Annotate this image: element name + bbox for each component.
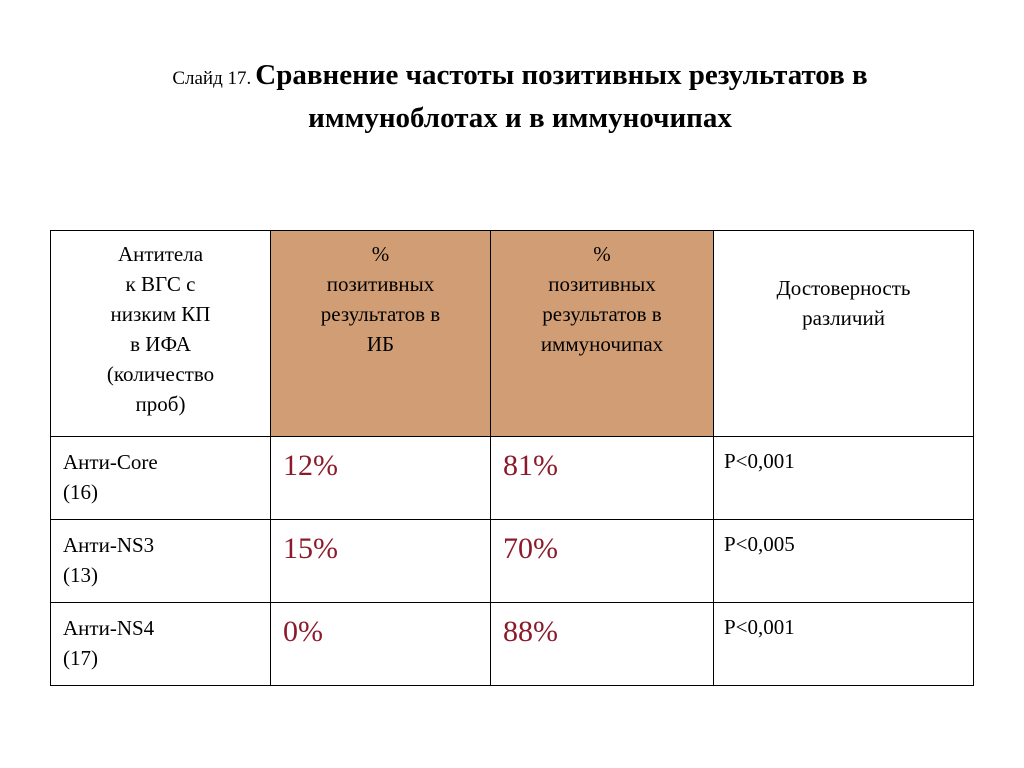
row-antibody-label (51, 437, 271, 520)
header-antibodies-line: низким КП (110, 302, 211, 326)
header-antibodies-line: Антитела (117, 242, 204, 266)
header-ib-percent (271, 231, 491, 437)
row-antibody-label (51, 603, 271, 686)
row-antibody-label (51, 520, 271, 603)
sample-count: (13) (63, 563, 98, 587)
header-antibodies-line: проб) (135, 392, 186, 416)
header-antibodies-line: в ИФА (130, 332, 191, 356)
header-significance (714, 231, 974, 437)
table-row (51, 520, 974, 603)
antibody-name: Анти-NS3 (63, 533, 155, 557)
header-antibodies-line: к ВГС с (125, 272, 196, 296)
header-antibodies (51, 231, 271, 437)
slide-heading-line2: иммуноблотах и в иммуночипах (308, 102, 732, 134)
header-antibodies-line: (количество (106, 362, 215, 386)
header-chip-percent (491, 231, 714, 437)
sample-count: (16) (63, 480, 98, 504)
sample-count: (17) (63, 646, 98, 670)
antibody-name: Анти-Core (63, 450, 158, 474)
chip-percent-cell: 70% (491, 520, 714, 603)
header-chip-line: иммуночипах (540, 332, 664, 356)
chip-percent-cell: 81% (491, 437, 714, 520)
header-ib-line: результатов в (320, 302, 441, 326)
header-chip-line: % (593, 242, 611, 266)
header-chip-line: результатов в (542, 302, 662, 326)
header-ib-line: ИБ (366, 332, 395, 356)
header-ib-line: позитивных (326, 272, 435, 296)
chip-percent-cell: 88% (491, 603, 714, 686)
antibody-name: Анти-NS4 (63, 616, 155, 640)
slide-heading-line1: Сравнение частоты позитивных результатов в (255, 59, 868, 91)
slide-number-label: Слайд 17. (172, 68, 252, 89)
table-header-row (51, 231, 974, 437)
header-significance-line: Достоверность (776, 276, 911, 300)
table-row (51, 437, 974, 520)
header-chip-line: позитивных (548, 272, 656, 296)
header-ib-line: % (371, 242, 390, 266)
header-significance-line: различий (802, 306, 885, 330)
table-row (51, 603, 974, 686)
ib-percent-cell: 12% (271, 437, 491, 520)
comparison-table (50, 230, 974, 686)
p-value-cell: P<0,001 (714, 603, 974, 686)
ib-percent-cell: 0% (271, 603, 491, 686)
p-value-cell: P<0,001 (714, 437, 974, 520)
ib-percent-cell: 15% (271, 520, 491, 603)
p-value-cell: P<0,005 (714, 520, 974, 603)
slide-title (90, 56, 950, 142)
